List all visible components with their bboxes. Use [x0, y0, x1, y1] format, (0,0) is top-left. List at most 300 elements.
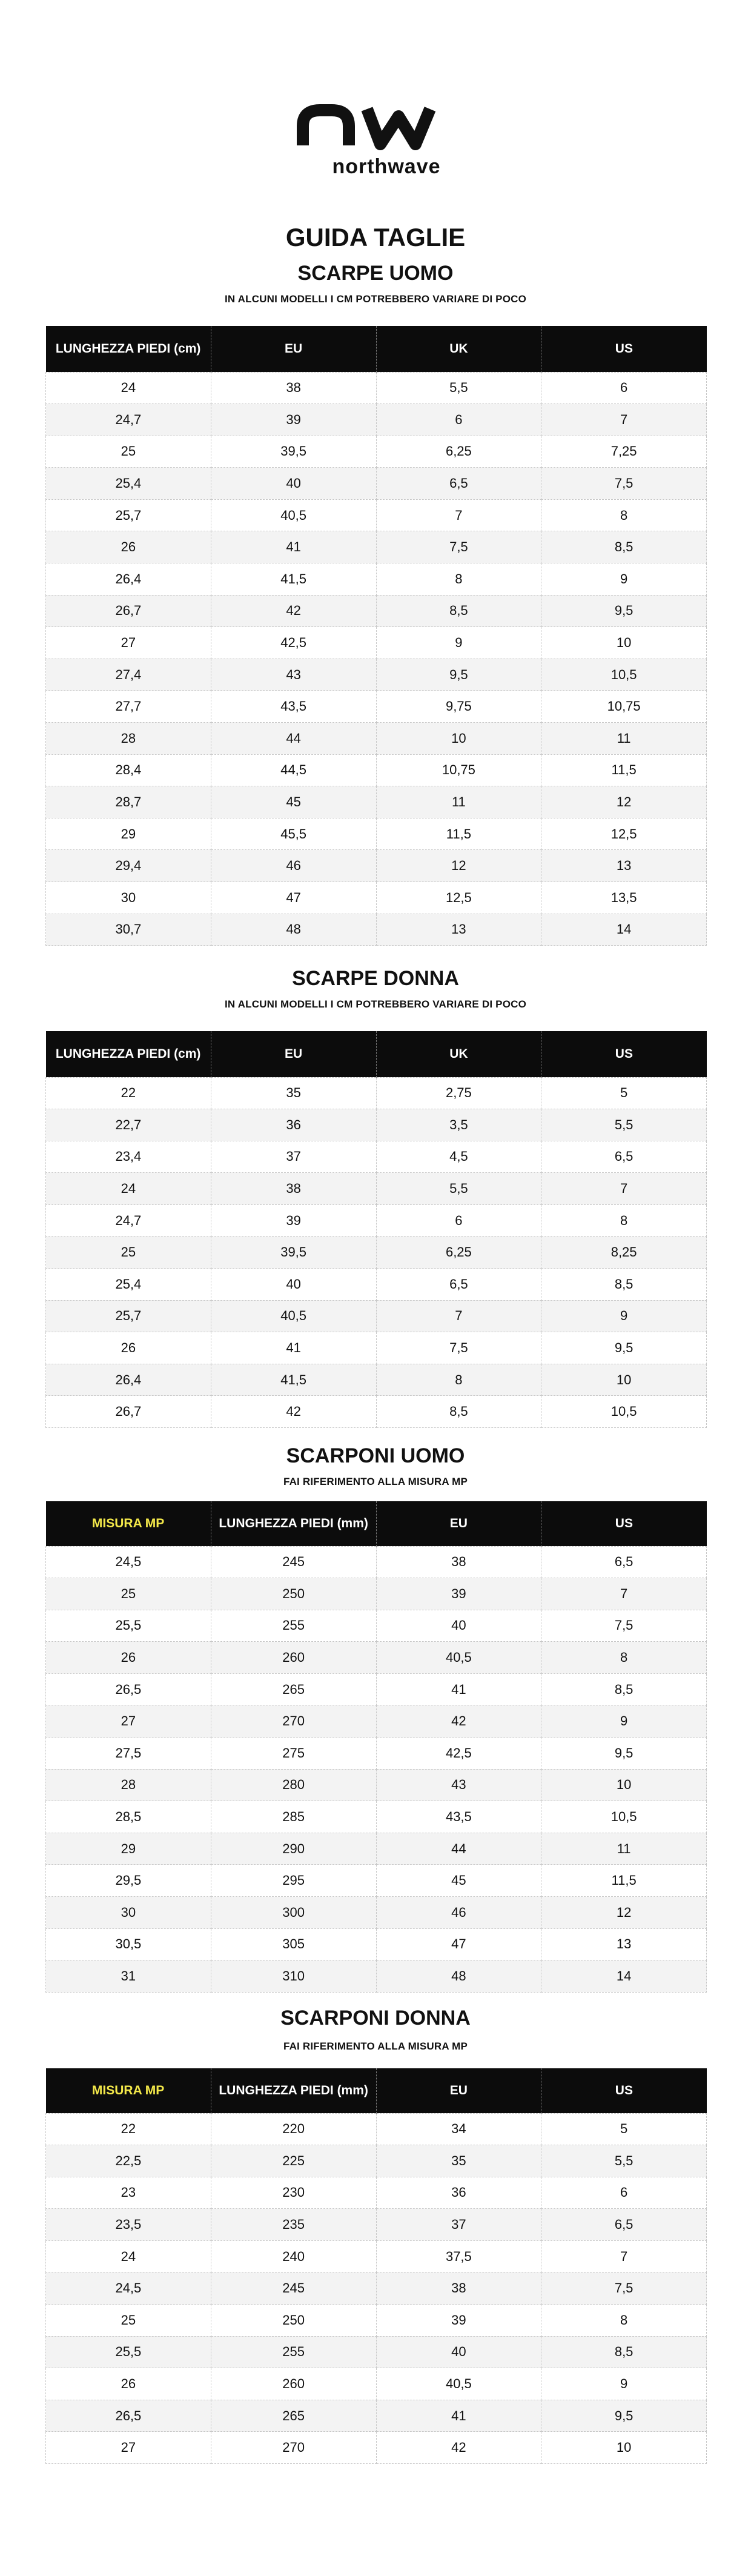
- table-cell: 8,25: [541, 1237, 707, 1269]
- table-row: [46, 1960, 707, 1993]
- section-note-scarponi-donna: FAI RIFERIMENTO ALLA MISURA MP: [283, 2040, 468, 2052]
- size-table-scarponi-uomo: [45, 1501, 707, 1993]
- table-cell: 265: [211, 2400, 376, 2432]
- table-cell: 7: [376, 499, 541, 531]
- table-cell: 26,4: [46, 563, 211, 596]
- table-cell: 9,5: [541, 1738, 707, 1770]
- table-cell: 225: [211, 2145, 376, 2177]
- table-cell: 6: [541, 372, 707, 404]
- table-cell: 22: [46, 1077, 211, 1109]
- table-cell: 41,5: [211, 563, 376, 596]
- table-cell: 27,5: [46, 1738, 211, 1770]
- table-cell: 9: [541, 1705, 707, 1738]
- table-row: [46, 436, 707, 468]
- table-cell: 26,4: [46, 1364, 211, 1396]
- table-cell: 28,7: [46, 786, 211, 818]
- column-header: EU: [211, 326, 376, 372]
- table-cell: 280: [211, 1769, 376, 1801]
- table-row: [46, 1928, 707, 1960]
- table-row: [46, 850, 707, 882]
- table-row: [46, 404, 707, 436]
- table-row: [46, 2336, 707, 2368]
- brand-wordmark: northwave: [332, 155, 441, 178]
- table-cell: 13: [376, 914, 541, 946]
- table-cell: 31: [46, 1960, 211, 1993]
- table-row: [46, 2305, 707, 2337]
- table-cell: 27: [46, 627, 211, 659]
- table-row: [46, 1173, 707, 1205]
- table-cell: 26,5: [46, 1673, 211, 1705]
- table-cell: 6: [541, 2177, 707, 2209]
- table-cell: 24,5: [46, 2272, 211, 2305]
- table-cell: 285: [211, 1801, 376, 1833]
- table-row: [46, 1738, 707, 1770]
- table-cell: 7,5: [376, 1332, 541, 1364]
- table-cell: 11: [541, 1833, 707, 1865]
- table-cell: 40: [211, 468, 376, 500]
- table-row: [46, 1897, 707, 1929]
- table-cell: 10,5: [541, 1396, 707, 1428]
- column-header: EU: [376, 1501, 541, 1546]
- section-title-scarpe-donna: SCARPE DONNA: [292, 967, 459, 990]
- table-cell: 5: [541, 1077, 707, 1109]
- table-cell: 46: [211, 850, 376, 882]
- table-cell: 10: [541, 1769, 707, 1801]
- table-cell: 46: [376, 1897, 541, 1929]
- table-cell: 45: [211, 786, 376, 818]
- table-cell: 7: [541, 2240, 707, 2272]
- table-cell: 40: [376, 2336, 541, 2368]
- column-header: US: [541, 2068, 707, 2113]
- table-cell: 295: [211, 1865, 376, 1897]
- table-cell: 10: [541, 1364, 707, 1396]
- table-row: [46, 2272, 707, 2305]
- table-cell: 10,5: [541, 1801, 707, 1833]
- table-row: [46, 1269, 707, 1301]
- table-cell: 27,4: [46, 659, 211, 691]
- table-cell: 41: [376, 2400, 541, 2432]
- table-cell: 8,5: [541, 1269, 707, 1301]
- table-cell: 7,5: [541, 1610, 707, 1642]
- table-cell: 38: [211, 1173, 376, 1205]
- table-cell: 275: [211, 1738, 376, 1770]
- table-cell: 42: [376, 2432, 541, 2464]
- table-cell: 9: [541, 1300, 707, 1332]
- table-cell: 7,5: [541, 2272, 707, 2305]
- table-cell: 38: [376, 2272, 541, 2305]
- table-cell: 41,5: [211, 1364, 376, 1396]
- section-note-scarpe-donna: IN ALCUNI MODELLI I CM POTREBBERO VARIARE DI POCO: [224, 998, 527, 1010]
- table-cell: 43,5: [211, 691, 376, 723]
- table-row: [46, 1141, 707, 1173]
- table-row: [46, 914, 707, 946]
- table-cell: 35: [211, 1077, 376, 1109]
- table-cell: 2,75: [376, 1077, 541, 1109]
- column-header: LUNGHEZZA PIEDI (mm): [211, 2068, 376, 2113]
- table-cell: 305: [211, 1928, 376, 1960]
- table-cell: 255: [211, 1610, 376, 1642]
- table-cell: 6,5: [541, 1141, 707, 1173]
- table-row: [46, 468, 707, 500]
- table-cell: 26: [46, 1642, 211, 1674]
- table-cell: 22: [46, 2113, 211, 2145]
- table-cell: 6,5: [376, 1269, 541, 1301]
- table-cell: 8,5: [541, 2336, 707, 2368]
- table-cell: 270: [211, 2432, 376, 2464]
- table-cell: 25: [46, 1237, 211, 1269]
- table-cell: 260: [211, 2368, 376, 2400]
- table-cell: 35: [376, 2145, 541, 2177]
- section-note-scarponi-uomo: FAI RIFERIMENTO ALLA MISURA MP: [283, 1476, 468, 1487]
- table-row: [46, 691, 707, 723]
- table-cell: 5: [541, 2113, 707, 2145]
- table-cell: 7: [376, 1300, 541, 1332]
- table-cell: 6,25: [376, 1237, 541, 1269]
- table-cell: 8: [541, 1204, 707, 1237]
- table-cell: 25,5: [46, 1610, 211, 1642]
- table-cell: 5,5: [376, 1173, 541, 1205]
- table-cell: 13: [541, 850, 707, 882]
- table-row: [46, 1673, 707, 1705]
- table-cell: 37: [211, 1141, 376, 1173]
- table-cell: 45: [376, 1865, 541, 1897]
- table-cell: 11: [541, 723, 707, 755]
- table-row: [46, 818, 707, 850]
- table-cell: 12: [541, 1897, 707, 1929]
- table-cell: 7,25: [541, 436, 707, 468]
- table-cell: 310: [211, 1960, 376, 1993]
- table-cell: 11,5: [541, 1865, 707, 1897]
- table-row: [46, 1833, 707, 1865]
- table-cell: 3,5: [376, 1109, 541, 1141]
- column-header: MISURA MP: [46, 2068, 211, 2113]
- table-row: [46, 1769, 707, 1801]
- table-cell: 6: [376, 404, 541, 436]
- table-cell: 8: [376, 563, 541, 596]
- table-row: [46, 1546, 707, 1578]
- table-cell: 290: [211, 1833, 376, 1865]
- table-cell: 230: [211, 2177, 376, 2209]
- table-cell: 14: [541, 914, 707, 946]
- table-cell: 42: [376, 1705, 541, 1738]
- section-title-scarponi-uomo: SCARPONI UOMO: [286, 1444, 465, 1467]
- table-cell: 10: [376, 723, 541, 755]
- column-header: MISURA MP: [46, 1501, 211, 1546]
- table-cell: 39,5: [211, 436, 376, 468]
- table-cell: 30,7: [46, 914, 211, 946]
- table-cell: 8: [376, 1364, 541, 1396]
- column-header: US: [541, 1501, 707, 1546]
- table-cell: 28,4: [46, 754, 211, 786]
- table-cell: 9,5: [376, 659, 541, 691]
- table-cell: 12,5: [376, 882, 541, 914]
- table-cell: 30: [46, 882, 211, 914]
- table-row: [46, 1396, 707, 1428]
- table-cell: 9: [376, 627, 541, 659]
- table-cell: 28: [46, 1769, 211, 1801]
- table-cell: 45,5: [211, 818, 376, 850]
- table-cell: 220: [211, 2113, 376, 2145]
- table-cell: 25: [46, 436, 211, 468]
- table-cell: 14: [541, 1960, 707, 1993]
- table-cell: 11,5: [541, 754, 707, 786]
- table-row: [46, 2209, 707, 2241]
- column-header: US: [541, 1031, 707, 1077]
- table-cell: 8: [541, 1642, 707, 1674]
- table-cell: 40,5: [376, 1642, 541, 1674]
- table-cell: 34: [376, 2113, 541, 2145]
- section-title-scarponi-donna: SCARPONI DONNA: [280, 2007, 471, 2030]
- table-cell: 43: [376, 1769, 541, 1801]
- table-cell: 27: [46, 2432, 211, 2464]
- table-cell: 9: [541, 2368, 707, 2400]
- column-header: LUNGHEZZA PIEDI (cm): [46, 326, 211, 372]
- table-cell: 23,5: [46, 2209, 211, 2241]
- table-cell: 5,5: [541, 2145, 707, 2177]
- table-row: [46, 659, 707, 691]
- table-cell: 10,75: [541, 691, 707, 723]
- table-cell: 8,5: [376, 595, 541, 627]
- northwave-logo: [296, 102, 477, 181]
- column-header: LUNGHEZZA PIEDI (mm): [211, 1501, 376, 1546]
- table-cell: 28,5: [46, 1801, 211, 1833]
- table-cell: 250: [211, 2305, 376, 2337]
- table-row: [46, 563, 707, 596]
- table-cell: 6,5: [541, 2209, 707, 2241]
- page-title: GUIDA TAGLIE: [285, 223, 466, 251]
- table-cell: 39: [211, 404, 376, 436]
- size-table-scarpe-donna: [45, 1031, 707, 1428]
- table-cell: 42,5: [376, 1738, 541, 1770]
- table-cell: 24,7: [46, 404, 211, 436]
- table-row: [46, 1300, 707, 1332]
- table-cell: 26,7: [46, 595, 211, 627]
- table-cell: 25,5: [46, 2336, 211, 2368]
- table-cell: 23,4: [46, 1141, 211, 1173]
- table-cell: 40,5: [211, 1300, 376, 1332]
- column-header: US: [541, 326, 707, 372]
- table-cell: 42: [211, 1396, 376, 1428]
- table-cell: 47: [376, 1928, 541, 1960]
- table-cell: 8,5: [541, 1673, 707, 1705]
- table-cell: 5,5: [376, 372, 541, 404]
- column-header: UK: [376, 326, 541, 372]
- table-row: [46, 1610, 707, 1642]
- table-cell: 10,75: [376, 754, 541, 786]
- table-row: [46, 595, 707, 627]
- table-cell: 11,5: [376, 818, 541, 850]
- section-note-scarpe-uomo: IN ALCUNI MODELLI I CM POTREBBERO VARIARE DI POCO: [224, 293, 527, 305]
- table-row: [46, 1204, 707, 1237]
- table-cell: 22,7: [46, 1109, 211, 1141]
- table-cell: 36: [211, 1109, 376, 1141]
- table-cell: 40: [376, 1610, 541, 1642]
- table-row: [46, 627, 707, 659]
- table-row: [46, 786, 707, 818]
- table-cell: 27,7: [46, 691, 211, 723]
- table-row: [46, 2145, 707, 2177]
- table-cell: 38: [376, 1546, 541, 1578]
- table-row: [46, 2400, 707, 2432]
- table-row: [46, 2240, 707, 2272]
- column-header: EU: [376, 2068, 541, 2113]
- table-cell: 26,5: [46, 2400, 211, 2432]
- table-cell: 24,7: [46, 1204, 211, 1237]
- table-cell: 8,5: [376, 1396, 541, 1428]
- table-cell: 6,25: [376, 436, 541, 468]
- table-row: [46, 1109, 707, 1141]
- table-cell: 25,4: [46, 1269, 211, 1301]
- table-cell: 24: [46, 2240, 211, 2272]
- table-cell: 39,5: [211, 1237, 376, 1269]
- table-cell: 29,4: [46, 850, 211, 882]
- table-cell: 9,5: [541, 1332, 707, 1364]
- table-cell: 22,5: [46, 2145, 211, 2177]
- table-row: [46, 1332, 707, 1364]
- table-cell: 37,5: [376, 2240, 541, 2272]
- table-cell: 25: [46, 1578, 211, 1610]
- table-cell: 240: [211, 2240, 376, 2272]
- table-cell: 245: [211, 2272, 376, 2305]
- table-row: [46, 2368, 707, 2400]
- table-row: [46, 1801, 707, 1833]
- table-cell: 42: [211, 595, 376, 627]
- table-row: [46, 2113, 707, 2145]
- table-cell: 23: [46, 2177, 211, 2209]
- table-cell: 245: [211, 1546, 376, 1578]
- logo-w-mark: [367, 109, 430, 144]
- table-cell: 270: [211, 1705, 376, 1738]
- table-cell: 5,5: [541, 1109, 707, 1141]
- table-cell: 44: [376, 1833, 541, 1865]
- table-cell: 41: [211, 531, 376, 563]
- table-cell: 26: [46, 1332, 211, 1364]
- table-cell: 7,5: [541, 468, 707, 500]
- table-row: [46, 1705, 707, 1738]
- table-row: [46, 754, 707, 786]
- table-cell: 13,5: [541, 882, 707, 914]
- table-cell: 44: [211, 723, 376, 755]
- table-cell: 8: [541, 2305, 707, 2337]
- table-cell: 36: [376, 2177, 541, 2209]
- table-cell: 7: [541, 1173, 707, 1205]
- table-row: [46, 372, 707, 404]
- table-cell: 40: [211, 1269, 376, 1301]
- table-row: [46, 1865, 707, 1897]
- table-cell: 48: [211, 914, 376, 946]
- table-row: [46, 1077, 707, 1109]
- table-cell: 6,5: [376, 468, 541, 500]
- table-cell: 48: [376, 1960, 541, 1993]
- table-cell: 30,5: [46, 1928, 211, 1960]
- table-cell: 10: [541, 2432, 707, 2464]
- table-cell: 43: [211, 659, 376, 691]
- table-cell: 41: [376, 1673, 541, 1705]
- table-cell: 4,5: [376, 1141, 541, 1173]
- table-cell: 26: [46, 2368, 211, 2400]
- table-row: [46, 723, 707, 755]
- table-cell: 9,75: [376, 691, 541, 723]
- section-title-scarpe-uomo: SCARPE UOMO: [297, 262, 454, 285]
- table-cell: 9: [541, 563, 707, 596]
- table-cell: 10,5: [541, 659, 707, 691]
- table-cell: 29,5: [46, 1865, 211, 1897]
- table-cell: 40,5: [211, 499, 376, 531]
- table-cell: 12,5: [541, 818, 707, 850]
- table-cell: 10: [541, 627, 707, 659]
- table-cell: 47: [211, 882, 376, 914]
- table-cell: 300: [211, 1897, 376, 1929]
- table-row: [46, 1578, 707, 1610]
- table-row: [46, 2432, 707, 2464]
- table-cell: 7: [541, 1578, 707, 1610]
- table-row: [46, 1642, 707, 1674]
- table-cell: 8,5: [541, 531, 707, 563]
- table-cell: 26,7: [46, 1396, 211, 1428]
- size-table-scarpe-uomo: [45, 326, 707, 946]
- table-cell: 44,5: [211, 754, 376, 786]
- table-cell: 40,5: [376, 2368, 541, 2400]
- table-cell: 11: [376, 786, 541, 818]
- column-header: EU: [211, 1031, 376, 1077]
- table-cell: 26: [46, 531, 211, 563]
- table-cell: 39: [376, 1578, 541, 1610]
- table-cell: 235: [211, 2209, 376, 2241]
- table-cell: 42,5: [211, 627, 376, 659]
- table-cell: 30: [46, 1897, 211, 1929]
- table-row: [46, 2177, 707, 2209]
- table-cell: 12: [541, 786, 707, 818]
- table-row: [46, 882, 707, 914]
- table-cell: 13: [541, 1928, 707, 1960]
- table-cell: 39: [376, 2305, 541, 2337]
- table-cell: 8: [541, 499, 707, 531]
- table-cell: 9,5: [541, 595, 707, 627]
- table-cell: 6,5: [541, 1546, 707, 1578]
- table-cell: 260: [211, 1642, 376, 1674]
- table-cell: 29: [46, 1833, 211, 1865]
- table-cell: 265: [211, 1673, 376, 1705]
- column-header: UK: [376, 1031, 541, 1077]
- table-cell: 28: [46, 723, 211, 755]
- table-cell: 39: [211, 1204, 376, 1237]
- table-cell: 7: [541, 404, 707, 436]
- table-cell: 25,4: [46, 468, 211, 500]
- table-cell: 9,5: [541, 2400, 707, 2432]
- table-cell: 27: [46, 1705, 211, 1738]
- table-cell: 25: [46, 2305, 211, 2337]
- table-cell: 43,5: [376, 1801, 541, 1833]
- table-cell: 41: [211, 1332, 376, 1364]
- table-row: [46, 1237, 707, 1269]
- table-cell: 6: [376, 1204, 541, 1237]
- table-cell: 24: [46, 372, 211, 404]
- table-cell: 29: [46, 818, 211, 850]
- table-cell: 25,7: [46, 1300, 211, 1332]
- size-table-scarponi-donna: [45, 2068, 707, 2464]
- table-cell: 24,5: [46, 1546, 211, 1578]
- column-header: LUNGHEZZA PIEDI (cm): [46, 1031, 211, 1077]
- table-cell: 37: [376, 2209, 541, 2241]
- table-cell: 250: [211, 1578, 376, 1610]
- logo-n-mark: [303, 110, 349, 145]
- table-cell: 24: [46, 1173, 211, 1205]
- table-row: [46, 1364, 707, 1396]
- table-cell: 25,7: [46, 499, 211, 531]
- table-row: [46, 531, 707, 563]
- table-cell: 38: [211, 372, 376, 404]
- table-cell: 12: [376, 850, 541, 882]
